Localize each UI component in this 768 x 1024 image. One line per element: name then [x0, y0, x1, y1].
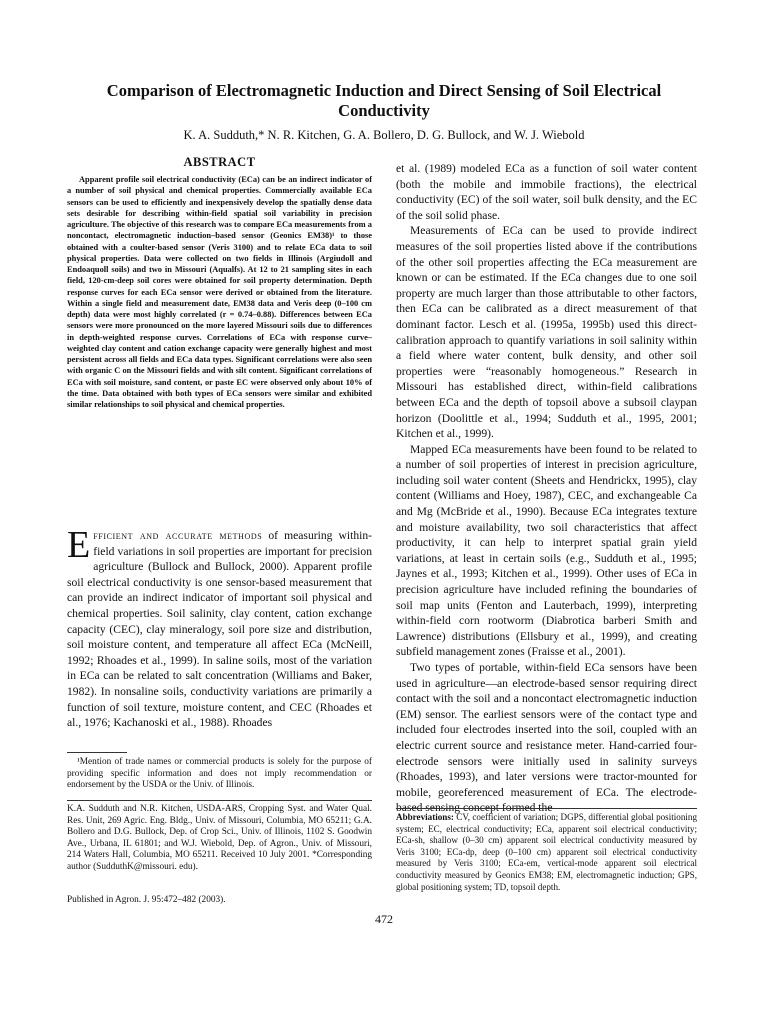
trade-name-footnote: ¹Mention of trade names or commercial products is solely for the purpose of providing specific information and does not imply recommendation or endorsement by the USDA or the Univ. of Illinois. [67, 757, 372, 790]
introduction-paragraph [67, 524, 373, 731]
publication-info: Published in Agron. J. 95:472–482 (2003). [67, 895, 226, 905]
abbreviations-text: CV, coefficient of variation; DGPS, differential global positioning system; EC, electrical conductivity; ECa, apparent soil electrical conductivity; ECa-sh, shallow (0–30 cm) apparent soil electrical conductivity measured by Veris 3100; ECa-dp, deep (0–100 cm) apparent soil electrical conductivity measured by Veris 3100; ECa-em, vertical-mode apparent soil electrical conductivity measured by Geonics EM38; EM, electromagnetic induction; GPS, global positioning system; TD, topsoil depth. [396, 812, 697, 892]
abbreviations-label: Abbreviations: [396, 812, 454, 822]
page-number: 472 [375, 912, 393, 926]
intro-lead-in: fficient and accurate methods [93, 529, 263, 542]
right-column-body [396, 161, 697, 816]
abstract-section [67, 154, 372, 410]
body-paragraph: Mapped ECa measurements have been found to be related to a number of soil properties of interest in precision agriculture, including soil water content (Sheets and Hendrickx, 1995), clay content (Williams and Hoey, 1987), CEC, and exchangeable Ca and Mg (McBride et al., 1990). Because ECa integrates texture and moisture availability, two soil characteristics that affect productivity, it can help to interpret spatial grain yield variations, at least in certain soils (e.g., Sudduth et al., 1995; Jaynes et al., 1993; Kitchen et al., 1999). Other uses of ECa in precision agriculture have included refining the boundaries of soil map units (Fenton and Lauterbach, 1999), interpreting within-field corn rootworm (Diabrotica barberi Smith and Lawrence) distributions (Ellsbury et al., 1999), and creating subfield management zones (Fraisse et al., 2001). [396, 442, 697, 659]
abstract-text: Apparent profile soil electrical conductivity (ECa) can be an indirect indicator of a number of soil physical and chemical properties. Commercially available ECa sensors can be used to efficiently and inexpensively develop the spatially dense data sets desirable for describing within-field spatial soil variability in precision agriculture. The objective of this research was to compare ECa measurements from a noncontact, electromagnetic induction–based sensor (Geonics EM38)¹ to those obtained with a coulter-based sensor (Veris 3100) and to relate ECa data to soil physical properties. Data were collected on two fields in Illinois (Argiudoll and Endoaquoll soils) and two in Missouri (Aqualfs). At 12 to 21 sampling sites in each field, 120-cm-deep soil cores were obtained for soil property determination. Depth response curves for each ECa sensor were derived or obtained from the literature. Within a single field and measurement date, EM38 data and Veris deep (0–100 cm depth) data were most highly correlated (r = 0.74–0.88). Differences between ECa sensors were more pronounced on the more layered Missouri soils due to differences in depth-weighted response curves. Correlations of ECa with response curve–weighted clay content and cation exchange capacity were generally highest and most persistent across all fields and ECa data types. Significant correlations were also seen with organic C on the Missouri fields and with silt content. Significant correlations of ECa with soil moisture, sand content, or paste EC were observed only about 10% of the time. Data obtained with both types of ECa sensors were similar and exhibited similar relationships to soil physical and chemical properties. [67, 175, 372, 409]
footnote-divider [67, 752, 127, 753]
abstract-heading: ABSTRACT [183, 155, 256, 169]
body-paragraph: Two types of portable, within-field ECa sensors have been used in agriculture—an electrode-based sensor requiring direct contact with the soil and a noncontact electromagnetic induction (EM) sensor. The earliest sensors were of the contact type and included four electrodes inserted into the soil, coupled with an electric current source and resistance meter. Hand-carried four-electrode sensors were initially used in salinity surveys (Rhoades, 1993), and later versions were tractor-mounted for mobile, georeferenced measurement of ECa. The electrode-based sensing concept formed the [396, 661, 697, 815]
author-affiliation: K.A. Sudduth and N.R. Kitchen, USDA-ARS, Cropping Syst. and Water Qual. Res. Unit, 269 Agric. Eng. Bldg., Univ. of Missouri, Columbia, MO 65211; G.A. Bollero and D.G. Bullock, Dep. of Crop Sci., Univ. of Illinois, 1102 S. Goodwin Ave., Urbana, IL 61801; and W.J. Wiebold, Dep. of Agron., Univ. of Missouri, 214 Waters Hall, Columbia, MO 65211. Received 10 July 2001. *Corresponding author (SudduthK@missouri. edu). [67, 804, 372, 872]
body-paragraph: Measurements of ECa can be used to provide indirect measures of the soil properties listed above if the contributions of the other soil properties affecting the ECa measurement are known or can be estimated. If the ECa changes due to one soil property are much larger than those attributable to other factors, then ECa can be calibrated as a direct measurement of that dominant factor. Lesch et al. (1995a, 1995b) used this direct-calibration approach to quantify variations in soil salinity within a field where water content, bulk density, and other soil properties were “reasonably homogeneous.” Research in Missouri has established direct, within-field calibrations between ECa and the depth of topsoil above a subsoil claypan horizon (Doolittle et al., 1994; Sudduth et al., 1995, 2001; Kitchen et al., 1999). [396, 224, 697, 441]
paper-title: Comparison of Electromagnetic Induction and Direct Sensing of Soil Electrical Conductivity [106, 81, 662, 120]
intro-text: of measuring within-field variations in soil properties are important for precision agriculture (Bullock and Bullock, 2000). Apparent profile soil electrical conductivity is one sensor-based measurement that can provide an indirect indicator of important soil physical and chemical properties. Soil salinity, clay content, cation exchange capacity (CEC), clay mineralogy, soil pore size and distribution, soil moisture content, and temperature all affect ECa (McNeill, 1992; Rhoades et al., 1999). In saline soils, most of the variation in ECa can be related to salt concentration (Williams and Baker, 1982). In nonsaline soils, conductivity variations are primarily a function of soil texture, moisture content, and CEC (Rhoades et al., 1976; Kachanoski et al., 1988). Rhoades [67, 529, 373, 730]
abbreviations-list [396, 812, 697, 893]
body-paragraph: et al. (1989) modeled ECa as a function of soil water content (both the mobile and immobile fractions), the electrical conductivity (EC) of the soil water, soil bulk density, and the EC of the soil solid phase. [396, 162, 697, 222]
author-list: K. A. Sudduth,* N. R. Kitchen, G. A. Bollero, D. G. Bullock, and W. J. Wiebold [183, 128, 585, 142]
affiliation-divider [67, 800, 372, 801]
drop-cap: E [67, 524, 91, 566]
abbreviations-divider [396, 808, 697, 809]
